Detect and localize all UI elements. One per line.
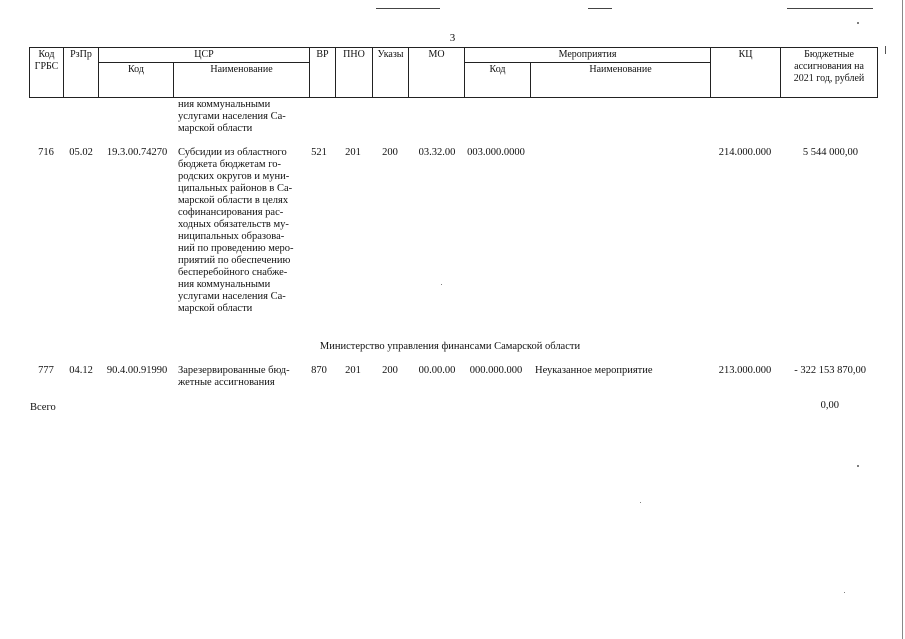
row-rzpr: 05.02 [69,147,93,158]
row-pno: 201 [345,147,361,158]
header-mo: МО [409,48,465,98]
total-value: 0,00 [820,400,839,411]
continuation-line: марской области [178,123,253,134]
row-pno: 201 [345,365,361,376]
row-vr: 521 [311,147,327,158]
scan-edge [902,0,903,639]
row-kc: 213.000.000 [718,365,772,376]
continuation-text [178,99,298,135]
header-csr: ЦСР [99,48,310,63]
header-kod-grbs: Код ГРБС [30,48,64,98]
scan-dot [857,465,859,467]
header-meropr-kod: Код [465,63,531,98]
total-label: Всего [30,402,56,413]
header-meropr-name: Наименование [531,63,711,98]
scan-dot [844,592,845,593]
row-meropr-kod: 000.000.000 [469,365,523,376]
row-vr: 870 [311,365,327,376]
row-csr-kod: 90.4.00.91990 [106,365,168,376]
table-header [29,47,878,98]
row-meropr-name: Неуказанное мероприятие [535,365,653,376]
header-meropriyatiya: Мероприятия [465,48,711,63]
scan-dot [441,284,442,285]
scan-dot [857,22,859,24]
scan-line [588,8,612,9]
row-mo: 00.00.00 [418,365,456,376]
row-csr-name: Субсидии из областного бюджета бюджетам го- родских округов и муни- ципальных районов в Са- марской области в целях софинансирования рас- ходных обязательств му- ниципальных образова- ний по проведению меро- приятий по обеспечению бесперебойного снабже- ния коммунальными услугами населения Са- марской области [178,147,294,314]
scan-line [787,8,873,9]
row-csr-kod: 19.3.00.74270 [106,147,168,158]
row-grbs: 716 [38,147,54,158]
header-budget: Бюджетные ассигнования на 2021 год, рублей [781,48,878,98]
header-pno: ПНО [336,48,373,98]
header-csr-kod: Код [99,63,174,98]
header-kc: КЦ [711,48,781,98]
scan-line [376,8,440,9]
page-number: 3 [449,32,456,44]
row-kc: 214.000.000 [718,147,772,158]
row-csr-name: Зарезервированные бюд- жетные ассигнования [178,365,290,388]
row-grbs: 777 [38,365,54,376]
row-mo: 03.32.00 [418,147,456,158]
row-amount: - 322 153 870,00 [794,365,866,376]
continuation-line: услугами населения Са- [178,111,286,122]
scan-mark [885,46,889,54]
row-meropr-kod: 003.000.0000 [467,147,525,158]
row-ukazy: 200 [382,147,398,158]
scan-dot [640,502,641,503]
header-vr: ВР [310,48,336,98]
header-ukazy: Указы [373,48,409,98]
row-amount: 5 544 000,00 [802,147,858,158]
continuation-line: ния коммунальными [178,99,271,110]
header-rzpr: РзПр [64,48,99,98]
row-rzpr: 04.12 [69,365,93,376]
header-csr-name: Наименование [174,63,310,98]
row-ukazy: 200 [382,365,398,376]
ministry-heading: Министерство управления финансами Самарской области [319,341,581,352]
